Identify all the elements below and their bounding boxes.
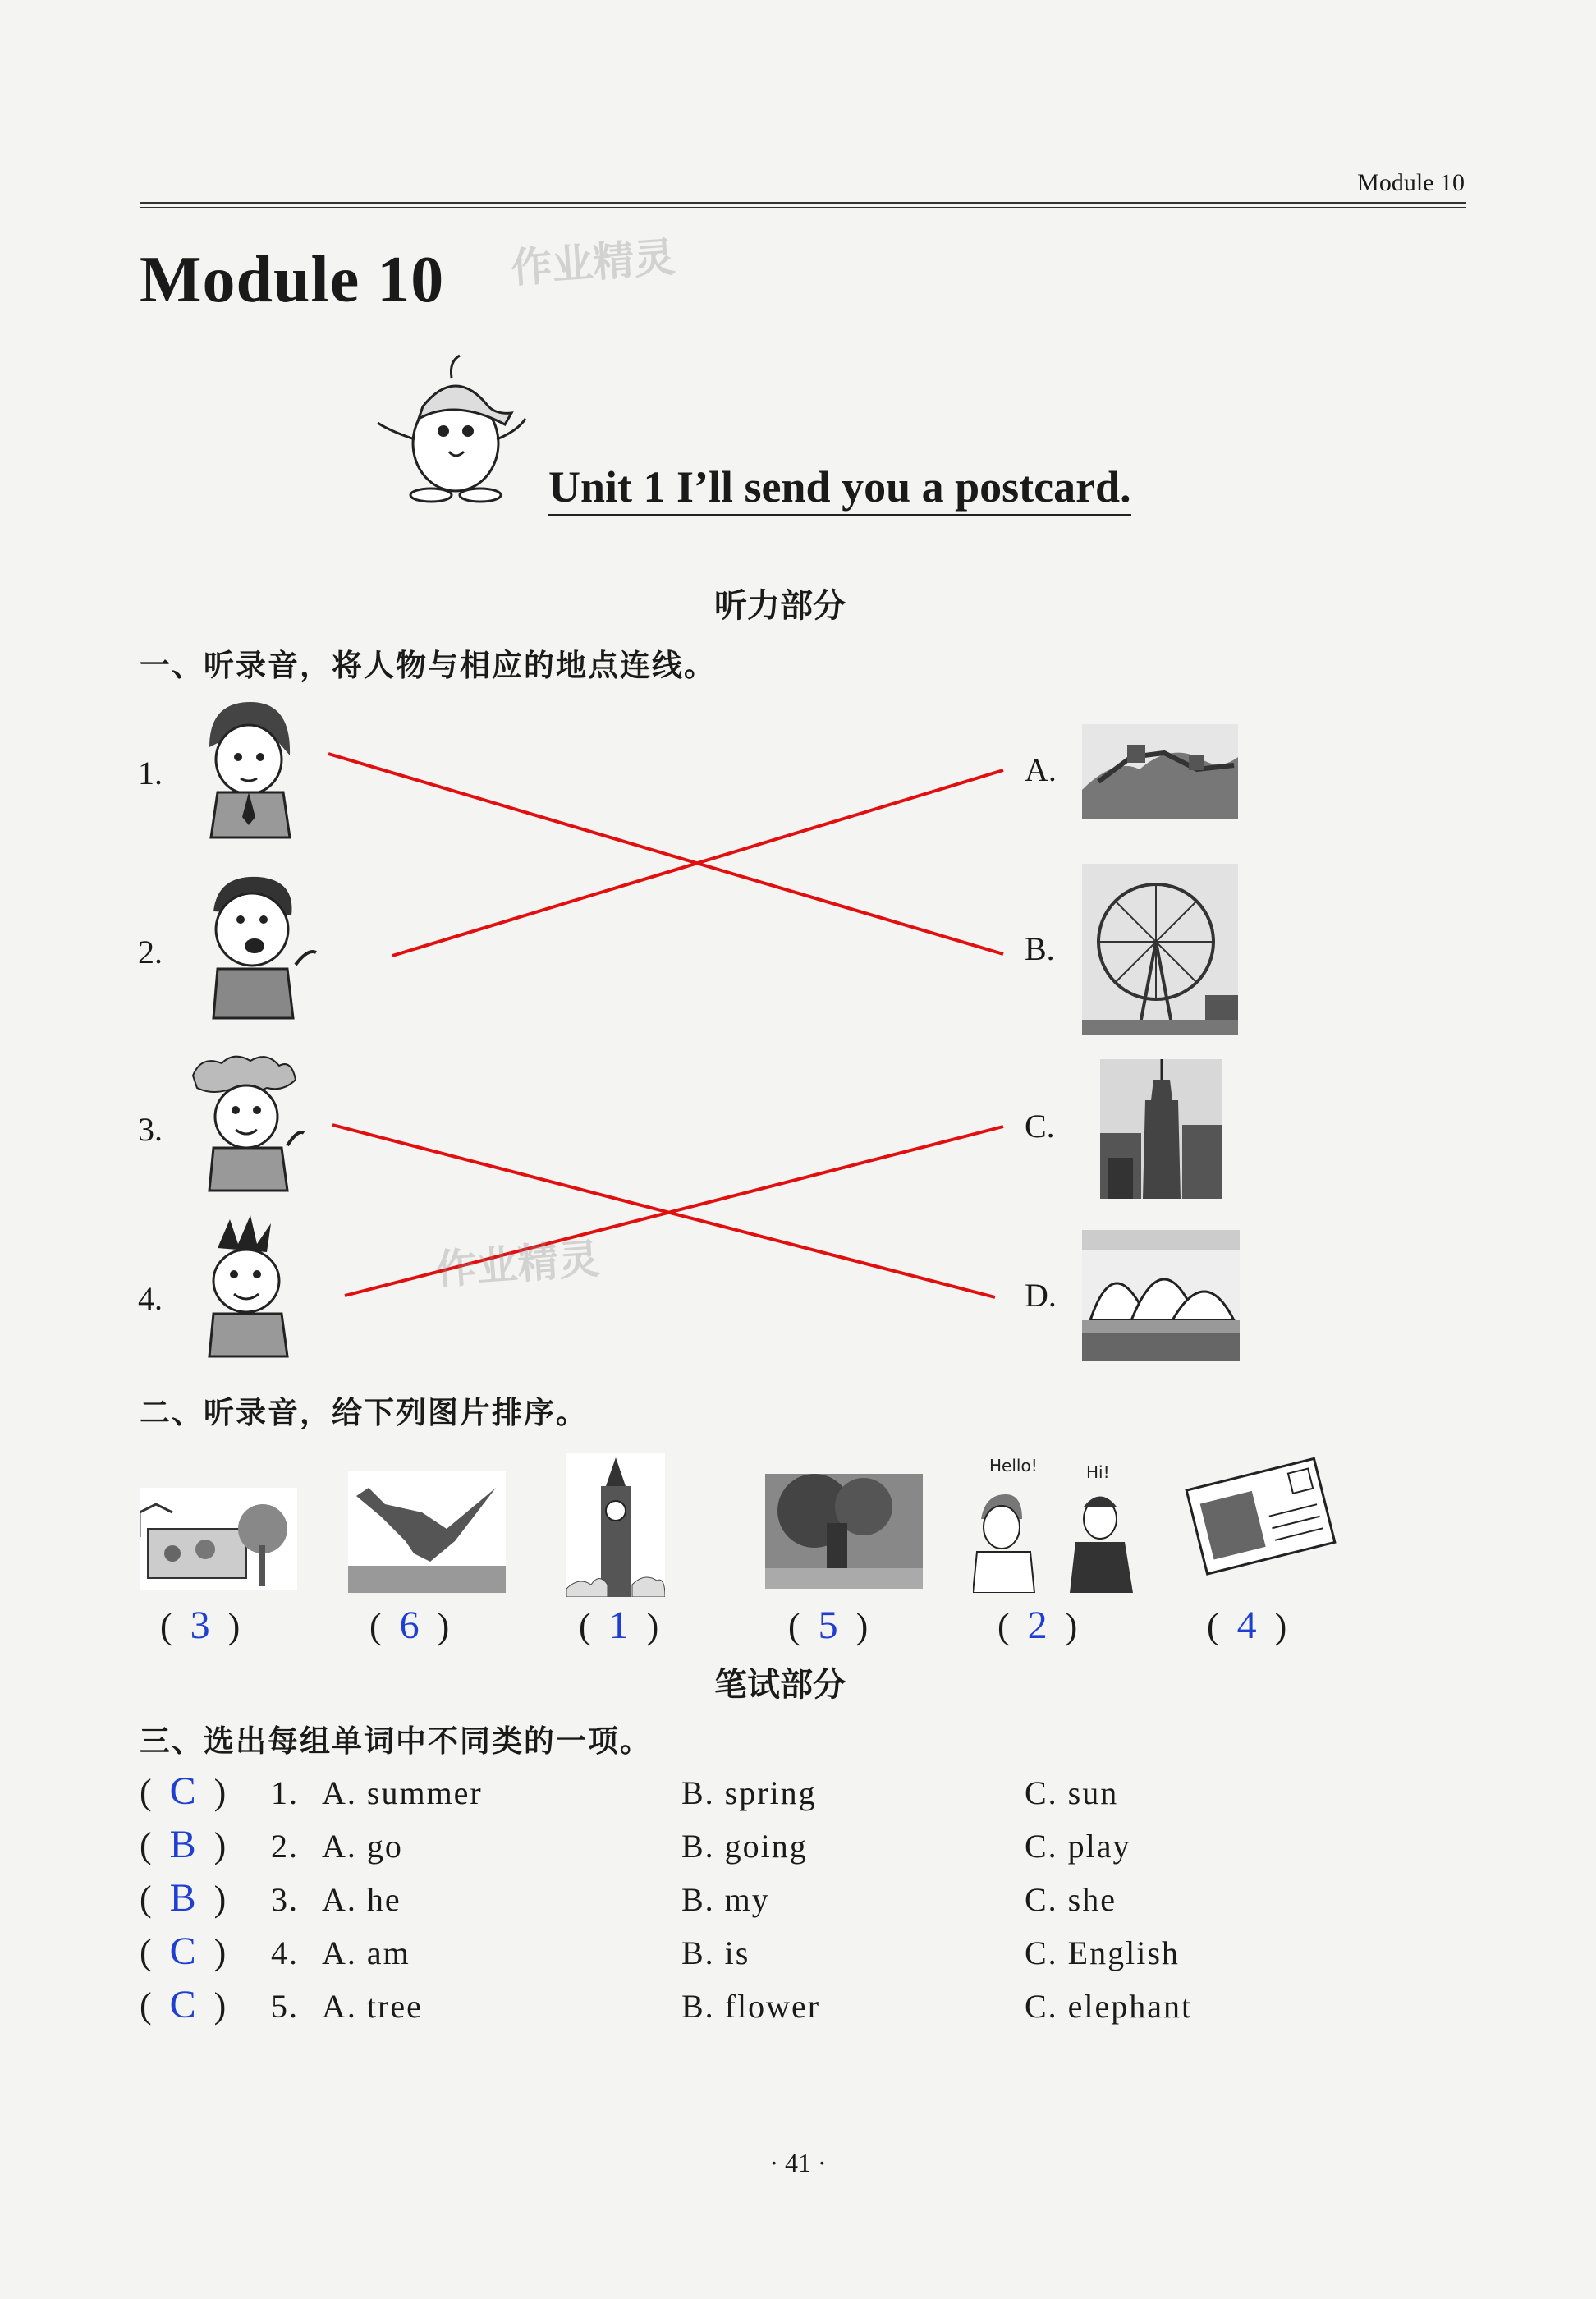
place-label-c: C. [1025,1108,1055,1145]
page-number: · 41 · [769,2148,827,2177]
q1-instruction: 一、听录音，将人物与相应的地点连线。 [140,648,716,683]
zoo-image [140,1488,297,1590]
q3-option-b: B. going [681,1828,808,1865]
q3-answer-2: ( B ) [140,1823,227,1866]
q3-option-b: B. my [681,1881,770,1918]
q3-option-a: A. go [322,1828,403,1865]
order-answer-5: ( 2 ) [998,1604,1078,1647]
listening-section-title: 听力部分 [714,587,846,625]
q3-option-a: A. he [322,1881,401,1918]
q3-number: 2. [271,1828,299,1865]
q3-option-a: A. tree [322,1988,423,2025]
watermark: 作业精灵 [509,233,677,292]
q3-number: 1. [271,1774,299,1811]
tree-park-image [765,1474,923,1589]
order-answer-2: ( 6 ) [369,1604,450,1647]
q3-option-c: C. sun [1025,1774,1119,1811]
big-ben-image [566,1453,665,1597]
q3-answer-4: ( C ) [140,1930,227,1973]
q3-option-a: A. am [322,1934,410,1971]
q3-instruction: 三、选出每组单词中不同类的一项。 [140,1723,652,1759]
q3-option-b: B. flower [681,1988,821,2025]
q3-number: 4. [271,1934,299,1971]
person-number-1: 1. [138,755,163,792]
watermark: 作业精灵 [433,1235,602,1294]
place-label-d: D. [1025,1277,1057,1314]
greeting-people-image [973,1453,1137,1593]
q3-answer-3: ( B ) [140,1876,227,1920]
q2-instruction: 二、听录音，给下列图片排序。 [140,1395,588,1430]
q3-answer-1: ( C ) [140,1769,227,1813]
q3-answer-5: ( C ) [140,1983,227,2026]
place-label-b: B. [1025,930,1055,967]
answer-line-3-d [332,1125,995,1297]
answer-line-1-b [328,754,1003,954]
q3-option-c: C. English [1025,1934,1180,1971]
order-answer-3: ( 1 ) [579,1604,659,1647]
q3-option-c: C. play [1025,1828,1131,1865]
person-number-4: 4. [138,1280,163,1317]
written-section-title: 笔试部分 [714,1666,846,1704]
speech-hi: Hi! [1086,1462,1110,1482]
order-answer-1: ( 3 ) [160,1604,241,1647]
q3-option-b: B. is [681,1934,750,1971]
running-head: Module 10 [1357,169,1465,196]
q3-option-c: C. she [1025,1881,1117,1918]
q3-option-b: B. spring [681,1774,817,1811]
kangaroo-image [348,1471,506,1593]
q3-number: 3. [271,1881,299,1918]
unit-title: Unit 1 I’ll send you a postcard. [548,461,1131,516]
q3-number: 5. [271,1988,299,2025]
place-label-a: A. [1025,751,1057,788]
module-title: Module 10 [140,244,445,316]
q3-option-c: C. elephant [1025,1988,1193,2025]
q3-option-a: A. summer [322,1774,483,1811]
order-answer-6: ( 4 ) [1207,1604,1287,1647]
postcard-image [1178,1453,1338,1576]
order-answer-4: ( 5 ) [788,1604,869,1647]
person-number-3: 3. [138,1111,163,1148]
person-number-2: 2. [138,934,163,971]
speech-hello: Hello! [989,1456,1038,1475]
